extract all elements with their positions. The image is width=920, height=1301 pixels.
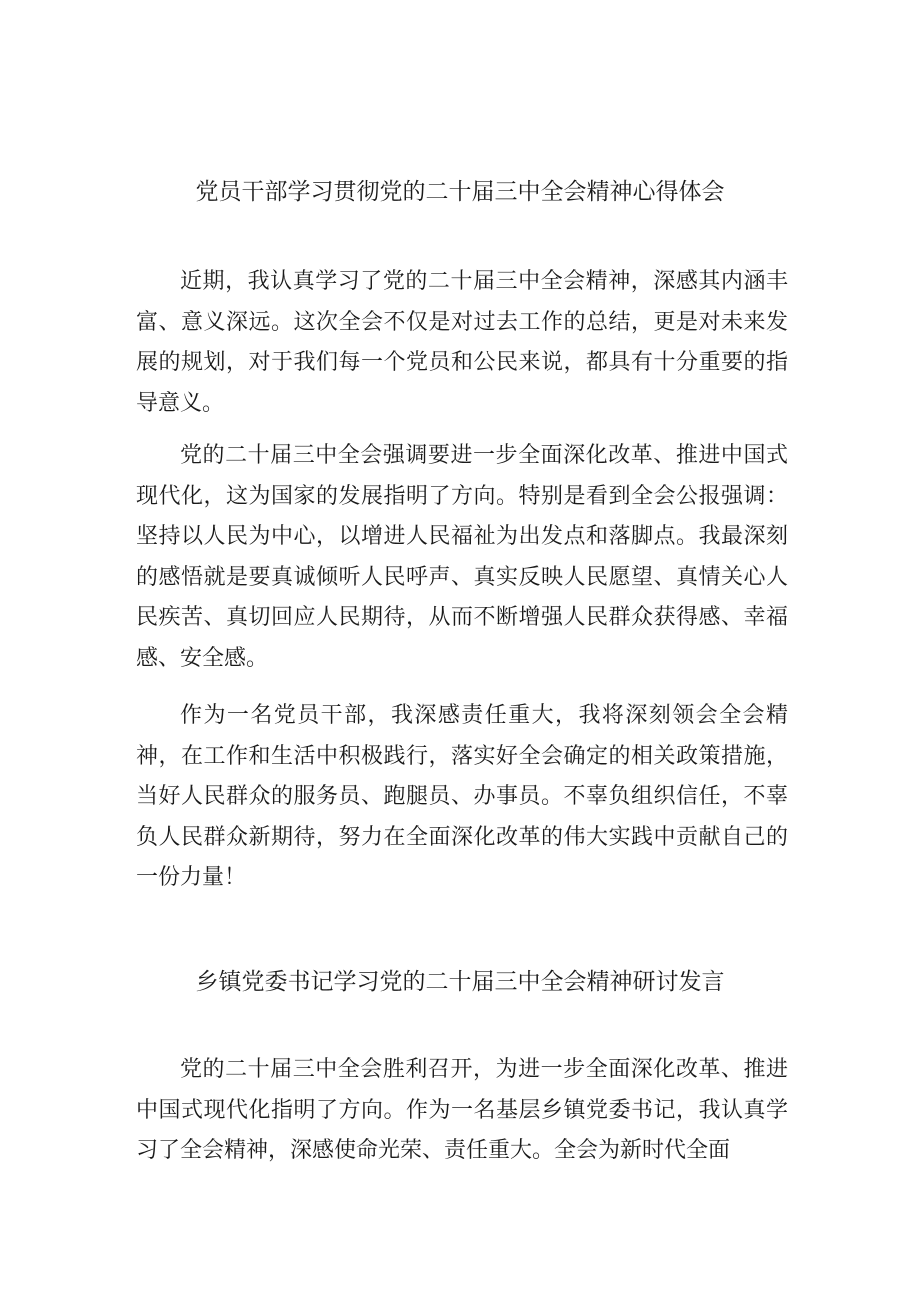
body-paragraph: 党的二十届三中全会胜利召开，为进一步全面深化改革、推进中国式现代化指明了方向。作为一名基层乡镇党委书记，我认真学习了全会精神，深感使命光荣、责任重大。全会为新时代全面 (136, 1057, 788, 1164)
body-paragraph: 作为一名党员干部，我深感责任重大，我将深刻领会全会精神，在工作和生活中积极践行，落实好全会确定的相关政策措施，当好人民群众的服务员、跑腿员、办事员。不辜负组织信任，不辜负人民群众新期待，努力在全面深化改革的伟大实践中贡献自己的一份力量！ (136, 703, 788, 891)
section-title: 乡镇党委书记学习党的二十届三中全会精神研讨发言 (195, 969, 725, 995)
body-paragraph: 近期，我认真学习了党的二十届三中全会精神，深感其内涵丰富、意义深远。这次全会不仅是对过去工作的总结，更是对未来发展的规划，对于我们每一个党员和公民来说，都具有十分重要的指导意义。 (136, 269, 788, 416)
section-title: 党员干部学习贯彻党的二十届三中全会精神心得体会 (195, 179, 725, 205)
body-paragraph: 党的二十届三中全会强调要进一步全面深化改革、推进中国式现代化，这为国家的发展指明了方向。特别是看到全会公报强调：坚持以人民为中心，以增进人民福祉为出发点和落脚点。我最深刻的感悟就是要真诚倾听人民呼声、真实反映人民愿望、真情关心人民疾苦、真切回应人民期待，从而不断增强人民群众获得感、幸福感、安全感。 (136, 443, 788, 671)
